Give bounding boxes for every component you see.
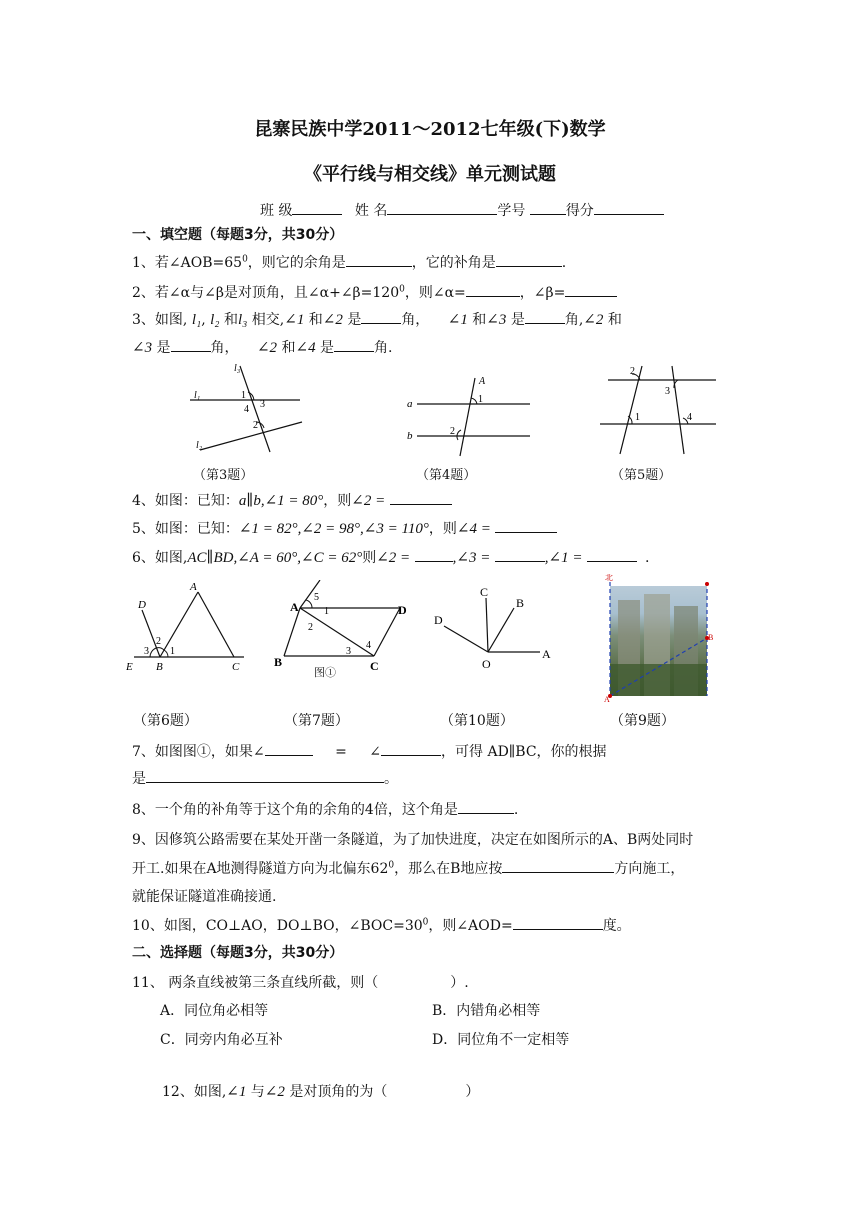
q3-and5: 和 [281,340,296,356]
fig7-label-B: B [274,655,283,669]
question-5 [132,518,557,538]
class-blank[interactable] [292,200,342,215]
q6-end: . [644,550,650,566]
q4-text: 4、如图：已知： [132,493,239,509]
caption-fig3: （第3题） [193,468,254,483]
q11-option-b[interactable]: B．内错角必相等 [432,1003,541,1019]
q7-blank-2[interactable] [381,741,441,756]
q7-text-b: ∠ [369,744,382,760]
q6-ask-3: ,∠3 = [452,550,491,566]
q6-text: 6、如图, [132,550,188,566]
q3-angle2: ∠2 [322,312,343,328]
q5-text-b: ，则 [428,521,457,537]
figure-3 [190,362,310,458]
q10-text-c: 度。 [602,918,631,934]
q2-degree: 0 [399,284,405,295]
q7-text-d: 是 [132,771,146,787]
q3-jiao4: 角. [374,340,393,356]
q12-text-c: 是对顶角的为（ [289,1084,388,1100]
fig6-label-3: 3 [144,646,149,657]
q3-and4: 和 [607,312,622,328]
question-11 [132,972,469,992]
fig7-label-C: C [370,659,379,673]
q2-text-c: ，∠β= [519,285,566,301]
fig5-label-2: 2 [630,366,635,377]
caption-fig9: （第9题） [610,713,675,729]
q5-blank[interactable] [495,518,557,533]
fig7-label-3: 3 [346,646,351,657]
q1-text-d: . [561,255,567,271]
q7-text-e: 。 [384,771,398,787]
q3-jiao: 角， [401,312,430,328]
fig10-label-C: C [480,585,489,599]
q3-angle1: ∠1 [284,312,305,328]
figure-10 [430,582,560,672]
fig3-label-l2: l₂ [196,440,203,451]
q5-ask: ∠4 = [456,521,491,537]
q9-text-b: 开工.如果在A地测得隧道方向为北偏东62 [132,861,389,877]
q4-blank[interactable] [390,490,452,505]
fig4-label-1: 1 [478,394,483,405]
fig5-label-4: 4 [687,412,692,423]
class-label: 班 级 [260,203,293,219]
q3-is3: 是 [156,340,171,356]
q3-angle3: ∠3 [486,312,507,328]
q3-text: 3、如图, [132,312,188,328]
q3-text-b: 相交, [251,312,285,328]
caption-fig4: （第4题） [416,468,477,483]
q3-and3: 和 [472,312,487,328]
q10-degree: 0 [422,917,429,928]
fig7-label-2: 2 [308,622,313,633]
figure-6 [126,582,252,672]
q6-ask-2: ∠2 = [376,550,411,566]
q12-text-b: 与 [250,1084,265,1100]
fig3-label-l1: l₁ [194,390,201,401]
page-subtitle: 《平行线与相交线》单元测试题 [304,164,556,185]
q4-ask: ∠2 = [351,493,386,509]
caption-fig7: （第7题） [284,713,349,729]
q2-blank-1[interactable] [466,282,520,297]
q3-blank-2[interactable] [525,309,565,324]
section-fill-in: 一、填空题（每题3分，共30分） [132,227,344,243]
q3-blank-4[interactable] [334,337,374,352]
fig7-label-4: 4 [366,640,371,651]
q1-degree: 0 [242,254,248,265]
q3-angle2b: ∠2 [583,312,604,328]
q3-is2: 是 [510,312,525,328]
fig4-label-a: a [407,398,413,410]
q9-text-d: 方向施工， [614,861,685,877]
question-3-line2 [132,337,393,357]
fig10-label-O: O [482,657,491,671]
figure-9-overlay [600,574,720,704]
q11-close: ）. [450,975,469,991]
q12-close: ） [465,1084,480,1100]
fig6-label-C: C [232,661,240,672]
q6-ask-1: ,∠1 = [544,550,583,566]
fig3-label-2: 2 [253,420,258,431]
q3-and: 和 [223,312,238,328]
q4-given: a∥b,∠1 = 80° [238,493,324,509]
fig4-label-2: 2 [450,426,455,437]
fig6-label-B: B [156,661,163,672]
name-label: 姓 名 [354,203,388,219]
q3-angle1b: ∠1 [447,312,468,328]
figure-4 [405,372,535,458]
q9-degree: 0 [388,860,395,871]
q5-text: 5、如图：已知： [132,521,239,537]
q7-equals: = [335,744,347,760]
fig9-label-A: A [604,695,610,704]
fig10-label-B: B [516,596,525,610]
q4-text-b: ，则 [323,493,352,509]
q10-text-b: ，则∠AOD= [428,918,513,934]
q7-text: 7、如图图①，如果∠ [132,744,265,760]
question-2 [132,282,617,302]
q11-option-c[interactable]: C．同旁内角必互补 [160,1032,283,1048]
q1-blank-1[interactable] [346,252,412,267]
q8-blank[interactable] [458,799,514,814]
figure-7 [270,580,420,676]
q3-is4: 是 [320,340,335,356]
fig3-label-3: 3 [260,399,265,410]
fig6-label-1: 1 [170,646,175,657]
number-blank[interactable] [530,200,566,215]
q3-l1: l₁ [191,312,202,328]
q3-l3: l₃ [237,312,248,328]
q6-blank-3[interactable] [587,547,637,562]
q3-angle4: ∠4 [295,340,316,356]
q8-text-b: . [513,802,519,818]
fig3-label-1: 1 [241,390,246,401]
fig10-label-A: A [542,647,551,661]
q3-blank-3[interactable] [171,337,211,352]
fig9-label-north: 北 [605,574,613,582]
q6-blank-1[interactable] [415,547,453,562]
q10-blank[interactable] [513,915,603,930]
q3-and2: 和 [308,312,323,328]
question-8 [132,799,518,819]
question-9-line3 [132,886,276,906]
fig10-label-D: D [434,613,443,627]
fig7-label-5: 5 [314,592,319,603]
question-12 [162,1081,479,1101]
q3-angle3b: ∠3 [132,340,153,356]
q12-angle2: ∠2 [264,1084,285,1100]
fig6-label-E: E [126,661,133,672]
question-10 [132,915,631,935]
q11-option-a[interactable]: A．同位角必相等 [160,1003,269,1019]
q1-text: 1、若∠AOB=65 [132,255,243,271]
caption-fig10: （第10题） [440,713,514,729]
student-info-row [260,200,664,220]
fig7-label-1: 1 [324,606,329,617]
q7-blank-1[interactable] [265,741,313,756]
q3-l2: l₂ [210,312,220,328]
score-label: 得分 [565,203,594,219]
fig6-label-A: A [190,582,197,593]
question-7-line2 [132,768,398,788]
fig7-label-A: A [290,600,299,614]
q3-angle2c: ∠2 [256,340,278,356]
page-title: 昆寨民族中学2011～2012七年级(下)数学 [254,119,606,140]
q3-is: 是 [347,312,362,328]
q5-given: ∠1 = 82°,∠2 = 98°,∠3 = 110° [238,521,429,537]
q12-angle1: ∠1 [226,1084,247,1100]
q9-text: 9、因修筑公路需要在某处开凿一条隧道，为了加快进度，决定在如图所示的A、B两处同时 [132,832,694,848]
q1-text-c: ，它的补角是 [411,255,496,271]
q6-text-b: 则 [362,550,377,566]
q11-stem: 11、 两条直线被第三条直线所截，则（ [132,975,379,991]
fig5-label-3: 3 [665,386,670,397]
q3-jiao3: 角， [210,340,239,356]
number-label: 学号 [497,203,526,219]
q3-blank-1[interactable] [361,309,401,324]
name-blank[interactable] [387,200,497,215]
q12-text: 12、如图, [162,1084,227,1100]
q8-text: 8、一个角的补角等于这个角的余角的4倍，这个角是 [132,802,458,818]
fig9-label-B: B [708,633,714,642]
question-1 [132,252,566,272]
fig4-label-b: b [407,430,413,442]
question-9-line2 [132,858,684,878]
q3-sep: , [201,312,206,328]
question-9 [132,829,693,849]
q7-text-c: ，可得 AD∥BC，你的根据 [441,744,607,760]
figure-5 [598,362,720,458]
q9-text-e: 就能保证隧道准确接通. [132,889,277,905]
q7-blank-reason[interactable] [146,768,384,783]
q3-jiao2: 角, [564,312,584,328]
q6-given: AC∥BD,∠A = 60°,∠C = 62° [187,550,363,566]
q11-option-d[interactable]: D．同位角不一定相等 [432,1032,570,1048]
question-6 [132,547,649,567]
q1-text-b: ，则它的余角是 [247,255,346,271]
q2-blank-2[interactable] [565,282,617,297]
caption-fig5: （第5题） [611,468,672,483]
fig3-label-4: 4 [244,404,249,415]
q2-text-b: ，则∠α= [404,285,466,301]
question-4 [132,490,452,510]
q6-blank-2[interactable] [495,547,545,562]
question-3 [132,309,622,329]
q2-text: 2、若∠α与∠β是对顶角，且∠α+∠β=120 [132,285,400,301]
fig6-label-2: 2 [156,636,161,647]
question-7 [132,741,607,761]
q1-blank-2[interactable] [496,252,562,267]
q9-text-c: ，那么在B地应按 [394,861,503,877]
fig4-label-A: A [479,376,486,387]
fig5-label-1: 1 [635,412,640,423]
fig7-label-D: D [398,603,407,617]
fig3-label-l3: l₃ [234,363,241,374]
score-blank[interactable] [594,200,664,215]
caption-fig6: （第6题） [133,713,198,729]
q10-text: 10、如图，CO⊥AO，DO⊥BO，∠BOC=30 [132,918,423,934]
fig6-label-D: D [138,599,146,611]
section-multiple-choice: 二、选择题（每题3分，共30分） [132,945,344,961]
fig7-caption: 图① [314,666,336,679]
q9-blank[interactable] [502,858,614,873]
